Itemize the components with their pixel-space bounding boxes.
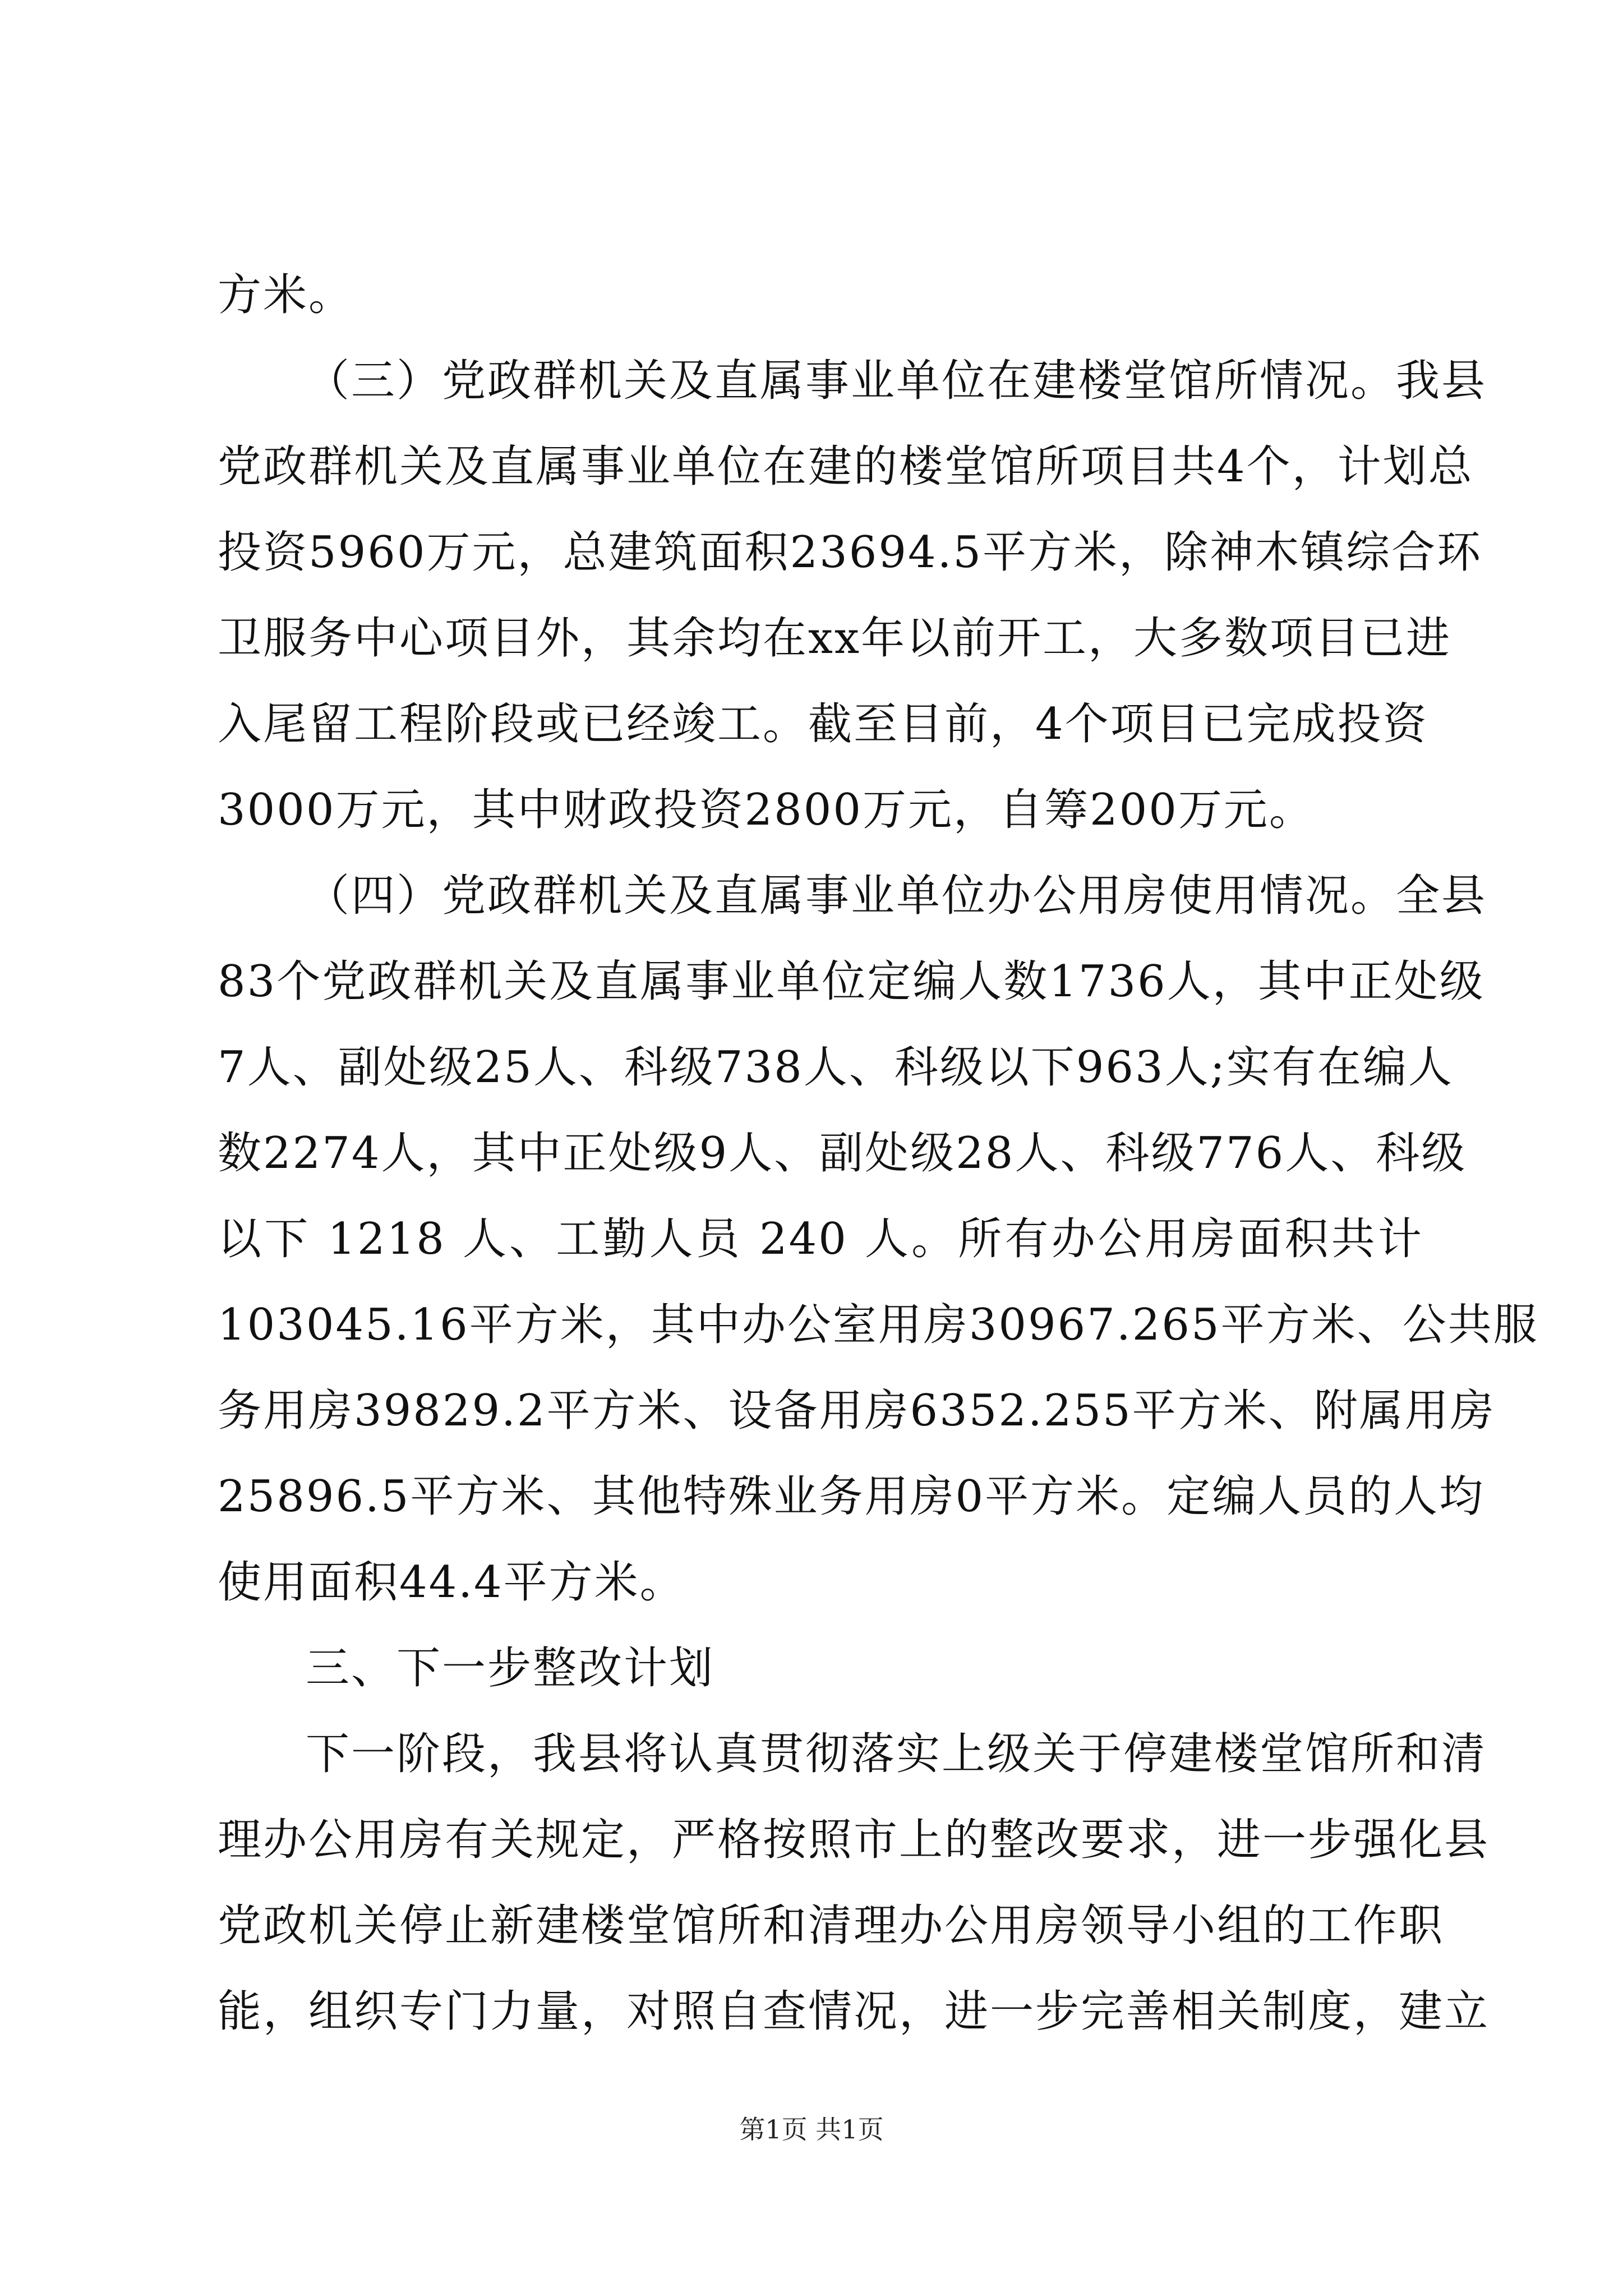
text-line: 卫服务中心项目外，其余均在xx年以前开工，大多数项目已进 [218, 613, 1451, 664]
text-line: 方米。 [218, 270, 354, 320]
text-line: 83个党政群机关及直属事业单位定编人数1736人，其中正处级 [218, 956, 1485, 1007]
text-line: 103045.16平方米，其中办公室用房30967.265平方米、公共服 [218, 1300, 1539, 1350]
document-body [218, 252, 1539, 2055]
page-number-footer: 第1页 共1页 [739, 2114, 884, 2145]
text-line: 使用面积44.4平方米。 [218, 1557, 685, 1608]
text-line: 以下 1218 人、工勤人员 240 人。所有办公用房面积共计 [218, 1214, 1423, 1264]
text-line: 投资5960万元，总建筑面积23694.5平方米，除神木镇综合环 [218, 527, 1483, 578]
text-line: 3000万元，其中财政投资2800万元，自筹200万元。 [218, 785, 1315, 835]
text-line: 党政机关停止新建楼堂馆所和清理办公用房领导小组的工作职 [218, 1901, 1445, 1951]
text-line: 理办公用房有关规定，严格按照市上的整改要求，进一步强化县 [218, 1815, 1490, 1865]
text-line: 下一阶段，我县将认真贯彻落实上级关于停建楼堂馆所和清 [306, 1729, 1487, 1779]
paragraph-heading-3: （三）党政群机关及直属事业单位在建楼堂馆所情况。我县 [306, 356, 1487, 406]
text-line: 入尾留工程阶段或已经竣工。截至目前，4个项目已完成投资 [218, 699, 1428, 749]
section-heading: 三、下一步整改计划 [306, 1643, 715, 1694]
paragraph-heading-4: （四）党政群机关及直属事业单位办公用房使用情况。全县 [306, 871, 1487, 921]
text-line: 能，组织专门力量，对照自查情况，进一步完善相关制度，建立 [218, 1986, 1490, 2037]
text-line: 7人、副处级25人、科级738人、科级以下963人;实有在编人 [218, 1042, 1454, 1093]
text-line: 数2274人，其中正处级9人、副处级28人、科级776人、科级 [218, 1128, 1467, 1179]
text-line: 25896.5平方米、其他特殊业务用房0平方米。定编人员的人均 [218, 1471, 1485, 1522]
text-line: 党政群机关及直属事业单位在建的楼堂馆所项目共4个，计划总 [218, 441, 1474, 492]
text-line: 务用房39829.2平方米、设备用房6352.255平方米、附属用房 [218, 1386, 1496, 1436]
